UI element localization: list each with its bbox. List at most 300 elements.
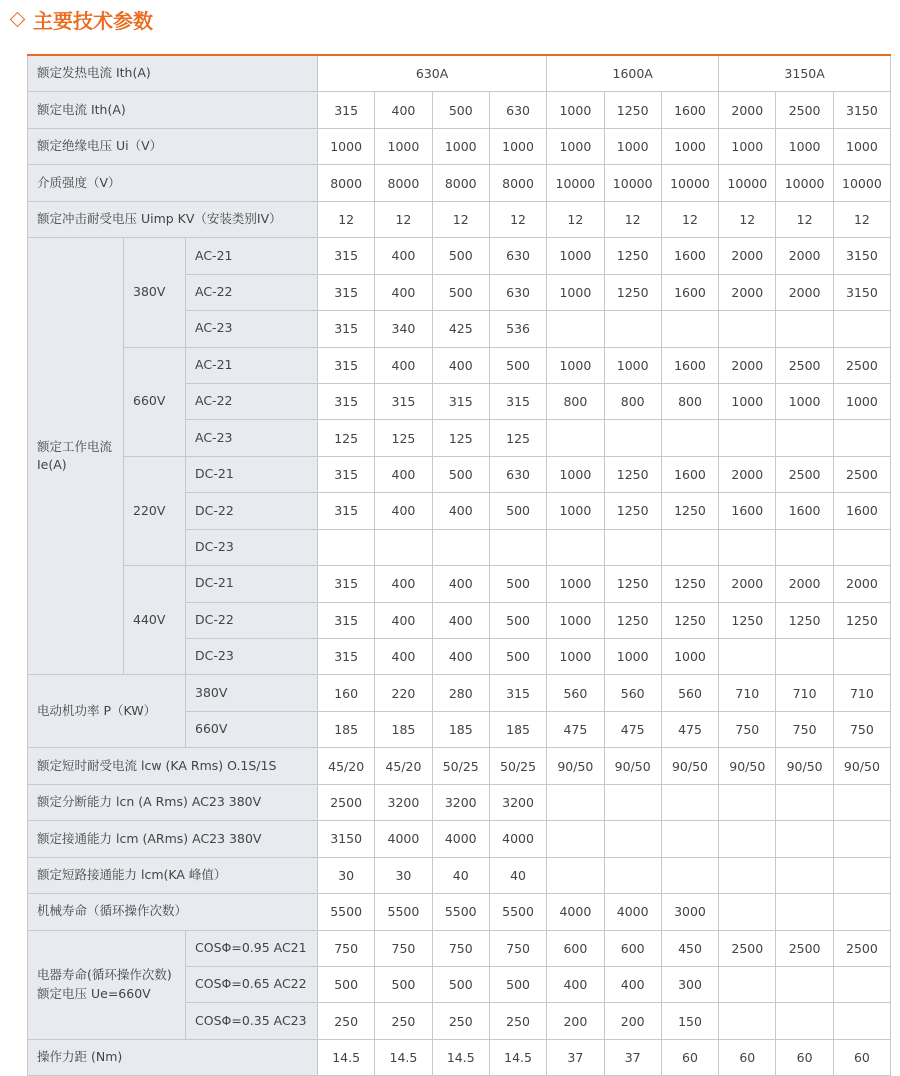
category-label: AC-21 — [186, 347, 318, 383]
value-cell: 90/50 — [719, 748, 776, 784]
value-cell: 12 — [719, 201, 776, 237]
value-cell: 710 — [833, 675, 890, 711]
value-cell: 12 — [489, 201, 546, 237]
header-label: 额定发热电流 Ith(A) — [28, 55, 318, 92]
value-cell: 800 — [604, 383, 661, 419]
table-row — [28, 930, 891, 966]
value-cell: 60 — [776, 1039, 833, 1075]
value-cell: 1000 — [661, 639, 718, 675]
value-cell: 1000 — [547, 639, 604, 675]
value-cell: 185 — [375, 711, 432, 747]
value-cell: 3150 — [833, 238, 890, 274]
value-cell: 1250 — [661, 602, 718, 638]
value-cell: 1000 — [547, 347, 604, 383]
value-cell: 1250 — [833, 602, 890, 638]
value-cell: 400 — [432, 566, 489, 602]
value-cell: 630 — [489, 92, 546, 128]
value-cell: 4000 — [432, 821, 489, 857]
value-cell: 12 — [661, 201, 718, 237]
value-cell: 2000 — [719, 274, 776, 310]
value-cell: 4000 — [375, 821, 432, 857]
value-cell: 160 — [318, 675, 375, 711]
table-row — [28, 347, 891, 383]
value-cell: 10000 — [661, 165, 718, 201]
value-cell: 4000 — [547, 894, 604, 930]
value-cell: 14.5 — [432, 1039, 489, 1075]
value-cell: 5500 — [432, 894, 489, 930]
value-cell: 2500 — [318, 784, 375, 820]
value-cell: 1000 — [489, 128, 546, 164]
header-group: 3150A — [719, 55, 891, 92]
value-cell — [604, 311, 661, 347]
value-cell: 750 — [719, 711, 776, 747]
value-cell: 10000 — [776, 165, 833, 201]
sub-label: 660V — [186, 711, 318, 747]
value-cell: 315 — [432, 383, 489, 419]
value-cell — [833, 1003, 890, 1039]
value-cell — [719, 1003, 776, 1039]
value-cell: 710 — [719, 675, 776, 711]
value-cell: 500 — [489, 966, 546, 1002]
value-cell: 40 — [489, 857, 546, 893]
value-cell: 45/20 — [375, 748, 432, 784]
value-cell: 1250 — [604, 566, 661, 602]
work-current-label: 额定工作电流 Ie(A) — [28, 238, 124, 675]
value-cell — [776, 857, 833, 893]
table-row — [28, 201, 891, 237]
elec-life-label — [28, 930, 186, 1039]
value-cell: 50/25 — [489, 748, 546, 784]
value-cell — [776, 529, 833, 565]
value-cell: 475 — [661, 711, 718, 747]
value-cell: 1000 — [547, 92, 604, 128]
value-cell: 475 — [547, 711, 604, 747]
value-cell: 5500 — [318, 894, 375, 930]
table-row — [28, 784, 891, 820]
value-cell: 600 — [547, 930, 604, 966]
category-label: DC-23 — [186, 529, 318, 565]
value-cell: 1600 — [719, 493, 776, 529]
value-cell: 1250 — [776, 602, 833, 638]
value-cell: 2000 — [719, 92, 776, 128]
value-cell: 750 — [432, 930, 489, 966]
value-cell: 500 — [489, 639, 546, 675]
value-cell: 800 — [547, 383, 604, 419]
value-cell: 1000 — [547, 566, 604, 602]
value-cell — [661, 529, 718, 565]
value-cell: 630 — [489, 274, 546, 310]
value-cell: 8000 — [432, 165, 489, 201]
value-cell: 2500 — [833, 347, 890, 383]
value-cell — [776, 1003, 833, 1039]
value-cell — [547, 784, 604, 820]
value-cell: 4000 — [489, 821, 546, 857]
value-cell: 150 — [661, 1003, 718, 1039]
value-cell: 3200 — [432, 784, 489, 820]
value-cell: 30 — [318, 857, 375, 893]
value-cell — [776, 966, 833, 1002]
table-row — [28, 165, 891, 201]
value-cell: 200 — [547, 1003, 604, 1039]
sub-label: COSΦ=0.95 AC21 — [186, 930, 318, 966]
voltage-label: 380V — [124, 238, 186, 347]
value-cell: 1600 — [661, 347, 718, 383]
value-cell: 8000 — [318, 165, 375, 201]
page-title: 主要技术参数 — [33, 8, 153, 33]
value-cell — [661, 857, 718, 893]
value-cell: 14.5 — [318, 1039, 375, 1075]
value-cell: 400 — [375, 92, 432, 128]
value-cell: 750 — [318, 930, 375, 966]
value-cell: 500 — [489, 566, 546, 602]
value-cell: 3150 — [833, 274, 890, 310]
value-cell: 500 — [432, 966, 489, 1002]
value-cell: 1600 — [661, 456, 718, 492]
value-cell: 1250 — [604, 238, 661, 274]
value-cell: 2000 — [719, 456, 776, 492]
row-label: 额定分断能力 lcn (A Rms) AC23 380V — [28, 784, 318, 820]
elec-life-label-line1: 电器寿命(循环操作次数) — [37, 966, 172, 982]
value-cell: 1250 — [604, 602, 661, 638]
value-cell: 600 — [604, 930, 661, 966]
value-cell — [833, 420, 890, 456]
value-cell: 315 — [318, 274, 375, 310]
value-cell: 1600 — [833, 493, 890, 529]
value-cell: 750 — [375, 930, 432, 966]
value-cell: 50/25 — [432, 748, 489, 784]
value-cell: 1000 — [547, 238, 604, 274]
value-cell: 200 — [604, 1003, 661, 1039]
value-cell: 2000 — [833, 566, 890, 602]
value-cell: 1000 — [318, 128, 375, 164]
value-cell: 750 — [776, 711, 833, 747]
value-cell — [604, 420, 661, 456]
value-cell: 1000 — [833, 383, 890, 419]
value-cell: 1000 — [375, 128, 432, 164]
table-row — [28, 456, 891, 492]
value-cell — [833, 821, 890, 857]
value-cell: 60 — [661, 1039, 718, 1075]
value-cell: 315 — [318, 311, 375, 347]
value-cell: 1000 — [604, 128, 661, 164]
value-cell: 8000 — [489, 165, 546, 201]
value-cell: 400 — [604, 966, 661, 1002]
category-label: AC-22 — [186, 274, 318, 310]
value-cell — [776, 894, 833, 930]
motor-power-label: 电动机功率 P（KW） — [28, 675, 186, 748]
value-cell: 125 — [432, 420, 489, 456]
value-cell: 400 — [375, 566, 432, 602]
value-cell: 10000 — [604, 165, 661, 201]
value-cell: 500 — [432, 92, 489, 128]
value-cell: 280 — [432, 675, 489, 711]
value-cell: 1250 — [604, 92, 661, 128]
table-row — [28, 1039, 891, 1075]
value-cell: 3150 — [833, 92, 890, 128]
value-cell: 315 — [318, 566, 375, 602]
value-cell — [661, 821, 718, 857]
value-cell — [776, 311, 833, 347]
diamond-outline-icon — [10, 11, 26, 27]
value-cell: 37 — [604, 1039, 661, 1075]
value-cell: 250 — [318, 1003, 375, 1039]
value-cell: 475 — [604, 711, 661, 747]
value-cell: 536 — [489, 311, 546, 347]
value-cell: 500 — [375, 966, 432, 1002]
voltage-label: 220V — [124, 456, 186, 565]
value-cell — [547, 821, 604, 857]
value-cell: 45/20 — [318, 748, 375, 784]
value-cell: 4000 — [604, 894, 661, 930]
value-cell: 1000 — [776, 383, 833, 419]
value-cell: 500 — [489, 347, 546, 383]
value-cell: 12 — [318, 201, 375, 237]
value-cell: 400 — [375, 456, 432, 492]
value-cell — [719, 420, 776, 456]
value-cell: 10000 — [719, 165, 776, 201]
value-cell: 1000 — [547, 493, 604, 529]
value-cell: 1000 — [833, 128, 890, 164]
value-cell — [547, 420, 604, 456]
category-label: DC-22 — [186, 493, 318, 529]
spec-table — [27, 54, 891, 1076]
value-cell: 14.5 — [489, 1039, 546, 1075]
value-cell — [776, 784, 833, 820]
category-label: AC-21 — [186, 238, 318, 274]
value-cell: 1250 — [604, 274, 661, 310]
value-cell: 10000 — [547, 165, 604, 201]
value-cell: 1600 — [776, 493, 833, 529]
value-cell: 560 — [661, 675, 718, 711]
value-cell: 3200 — [489, 784, 546, 820]
category-label: AC-22 — [186, 383, 318, 419]
value-cell — [719, 784, 776, 820]
value-cell: 315 — [318, 347, 375, 383]
value-cell: 315 — [318, 639, 375, 675]
value-cell — [776, 639, 833, 675]
value-cell: 10000 — [833, 165, 890, 201]
value-cell: 300 — [661, 966, 718, 1002]
row-label: 机械寿命（循环操作次数） — [28, 894, 318, 930]
sub-label: COSΦ=0.35 AC23 — [186, 1003, 318, 1039]
value-cell — [375, 529, 432, 565]
sub-label: COSΦ=0.65 AC22 — [186, 966, 318, 1002]
table-row — [28, 566, 891, 602]
table-row — [28, 675, 891, 711]
value-cell: 1000 — [604, 639, 661, 675]
value-cell: 315 — [318, 238, 375, 274]
value-cell: 400 — [432, 493, 489, 529]
value-cell: 12 — [547, 201, 604, 237]
row-label: 额定接通能力 lcm (ARms) AC23 380V — [28, 821, 318, 857]
value-cell: 710 — [776, 675, 833, 711]
value-cell: 1000 — [547, 128, 604, 164]
value-cell: 14.5 — [375, 1039, 432, 1075]
value-cell: 2000 — [719, 238, 776, 274]
category-label: AC-23 — [186, 420, 318, 456]
value-cell: 500 — [432, 238, 489, 274]
value-cell: 750 — [489, 930, 546, 966]
value-cell: 2500 — [776, 347, 833, 383]
value-cell: 1250 — [661, 493, 718, 529]
value-cell: 630 — [489, 456, 546, 492]
category-label: AC-23 — [186, 311, 318, 347]
voltage-label: 440V — [124, 566, 186, 675]
value-cell: 1250 — [604, 456, 661, 492]
row-label: 额定绝缘电压 Ui（V） — [28, 128, 318, 164]
value-cell: 400 — [375, 639, 432, 675]
value-cell — [833, 529, 890, 565]
row-label: 额定短时耐受电流 lcw (KA Rms) O.1S/1S — [28, 748, 318, 784]
value-cell: 40 — [432, 857, 489, 893]
value-cell — [833, 857, 890, 893]
value-cell — [719, 966, 776, 1002]
value-cell — [318, 529, 375, 565]
value-cell: 400 — [547, 966, 604, 1002]
value-cell: 5500 — [375, 894, 432, 930]
value-cell — [661, 420, 718, 456]
value-cell: 425 — [432, 311, 489, 347]
value-cell: 630 — [489, 238, 546, 274]
value-cell: 3200 — [375, 784, 432, 820]
value-cell: 60 — [719, 1039, 776, 1075]
value-cell: 400 — [375, 238, 432, 274]
row-label: 额定冲击耐受电压 Uimp KV（安装类别IV） — [28, 201, 318, 237]
value-cell: 1000 — [547, 274, 604, 310]
value-cell: 90/50 — [547, 748, 604, 784]
value-cell: 90/50 — [776, 748, 833, 784]
value-cell: 185 — [489, 711, 546, 747]
value-cell: 2000 — [776, 566, 833, 602]
section-heading — [8, 4, 153, 34]
value-cell: 1000 — [719, 383, 776, 419]
value-cell: 400 — [375, 347, 432, 383]
value-cell: 1250 — [604, 493, 661, 529]
value-cell — [833, 784, 890, 820]
value-cell: 1000 — [719, 128, 776, 164]
category-label: DC-21 — [186, 456, 318, 492]
value-cell — [833, 639, 890, 675]
value-cell — [661, 311, 718, 347]
value-cell — [547, 529, 604, 565]
value-cell: 1250 — [719, 602, 776, 638]
sub-label: 380V — [186, 675, 318, 711]
value-cell: 315 — [318, 493, 375, 529]
value-cell — [604, 784, 661, 820]
value-cell: 2000 — [776, 274, 833, 310]
value-cell: 1600 — [661, 274, 718, 310]
value-cell — [489, 529, 546, 565]
value-cell: 220 — [375, 675, 432, 711]
value-cell — [776, 420, 833, 456]
value-cell: 450 — [661, 930, 718, 966]
value-cell: 37 — [547, 1039, 604, 1075]
value-cell: 125 — [375, 420, 432, 456]
value-cell: 500 — [489, 493, 546, 529]
table-row — [28, 857, 891, 893]
value-cell: 30 — [375, 857, 432, 893]
value-cell: 12 — [375, 201, 432, 237]
table-header-row — [28, 55, 891, 92]
value-cell: 315 — [489, 383, 546, 419]
value-cell: 185 — [432, 711, 489, 747]
value-cell: 2500 — [719, 930, 776, 966]
value-cell: 500 — [432, 274, 489, 310]
table-row — [28, 92, 891, 128]
value-cell: 315 — [318, 383, 375, 419]
row-label: 额定短路接通能力 lcm(KA 峰值） — [28, 857, 318, 893]
value-cell: 400 — [432, 347, 489, 383]
value-cell: 1600 — [661, 238, 718, 274]
value-cell: 400 — [375, 274, 432, 310]
value-cell: 3150 — [318, 821, 375, 857]
category-label: DC-23 — [186, 639, 318, 675]
value-cell: 90/50 — [833, 748, 890, 784]
value-cell — [432, 529, 489, 565]
value-cell: 500 — [489, 602, 546, 638]
row-label: 操作力距 (Nm) — [28, 1039, 318, 1075]
value-cell: 1000 — [661, 128, 718, 164]
value-cell: 12 — [776, 201, 833, 237]
value-cell: 5500 — [489, 894, 546, 930]
value-cell — [719, 894, 776, 930]
table-row — [28, 238, 891, 274]
value-cell: 400 — [432, 602, 489, 638]
value-cell — [661, 784, 718, 820]
value-cell: 185 — [318, 711, 375, 747]
value-cell: 1000 — [547, 456, 604, 492]
value-cell: 800 — [661, 383, 718, 419]
value-cell: 2500 — [776, 456, 833, 492]
value-cell: 400 — [375, 602, 432, 638]
table-row — [28, 821, 891, 857]
value-cell — [719, 857, 776, 893]
value-cell: 1250 — [661, 566, 718, 602]
value-cell: 400 — [432, 639, 489, 675]
table-row — [28, 128, 891, 164]
value-cell: 560 — [547, 675, 604, 711]
value-cell: 90/50 — [661, 748, 718, 784]
value-cell: 1000 — [604, 347, 661, 383]
value-cell: 750 — [833, 711, 890, 747]
elec-life-label-line2: 额定电压 Ue=660V — [37, 985, 151, 1001]
value-cell: 250 — [432, 1003, 489, 1039]
value-cell: 400 — [375, 493, 432, 529]
value-cell: 12 — [604, 201, 661, 237]
value-cell: 2000 — [719, 347, 776, 383]
value-cell: 2500 — [776, 930, 833, 966]
value-cell — [719, 311, 776, 347]
value-cell: 315 — [318, 92, 375, 128]
value-cell: 8000 — [375, 165, 432, 201]
table-row — [28, 748, 891, 784]
value-cell: 340 — [375, 311, 432, 347]
value-cell: 2500 — [776, 92, 833, 128]
value-cell — [833, 894, 890, 930]
value-cell — [776, 821, 833, 857]
value-cell: 1600 — [661, 92, 718, 128]
header-group: 630A — [318, 55, 547, 92]
row-label: 介质强度（V） — [28, 165, 318, 201]
voltage-label: 660V — [124, 347, 186, 456]
value-cell: 315 — [318, 456, 375, 492]
category-label: DC-22 — [186, 602, 318, 638]
value-cell: 1000 — [776, 128, 833, 164]
value-cell: 315 — [318, 602, 375, 638]
value-cell: 250 — [375, 1003, 432, 1039]
value-cell: 125 — [489, 420, 546, 456]
value-cell: 90/50 — [604, 748, 661, 784]
